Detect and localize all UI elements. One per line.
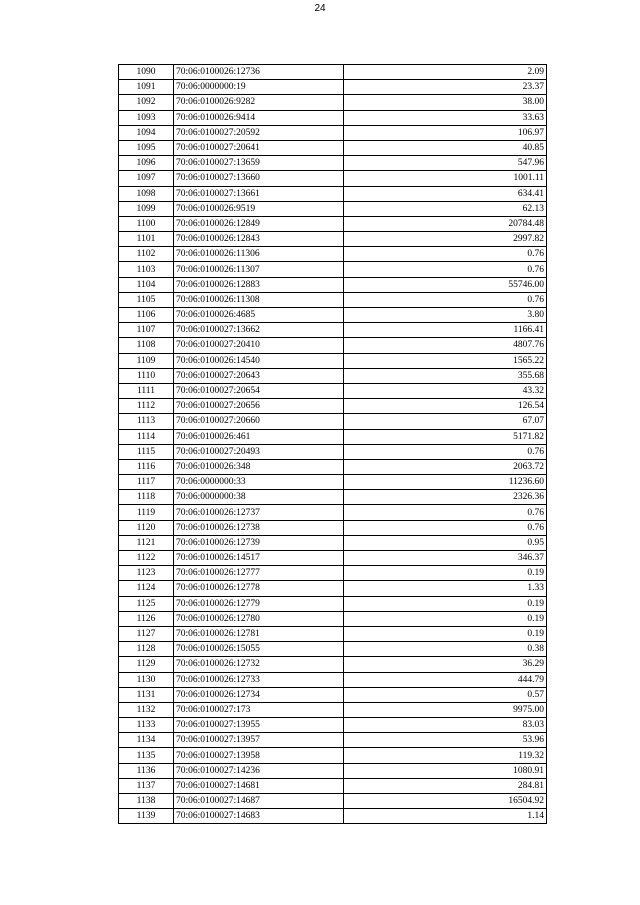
row-number: 1095 (119, 140, 174, 155)
table-row (119, 459, 547, 474)
area-value: 62.13 (344, 201, 547, 216)
table-row (119, 95, 547, 110)
area-value: 0.57 (344, 687, 547, 702)
table-row (119, 520, 547, 535)
cadastral-number: 70:06:0100026:348 (174, 459, 344, 474)
row-number: 1116 (119, 459, 174, 474)
table-row (119, 80, 547, 95)
table-row (119, 581, 547, 596)
area-value: 2997.82 (344, 232, 547, 247)
table-row (119, 794, 547, 809)
table-row (119, 338, 547, 353)
cadastral-table (118, 64, 547, 824)
table-row (119, 672, 547, 687)
area-value: 106.97 (344, 125, 547, 140)
area-value: 53.96 (344, 733, 547, 748)
table-row (119, 414, 547, 429)
table-row (119, 232, 547, 247)
cadastral-number: 70:06:0100026:12849 (174, 216, 344, 231)
area-value: 83.03 (344, 718, 547, 733)
row-number: 1111 (119, 383, 174, 398)
cadastral-number: 70:06:0100027:20656 (174, 399, 344, 414)
row-number: 1129 (119, 657, 174, 672)
row-number: 1123 (119, 566, 174, 581)
cadastral-number: 70:06:0100026:9414 (174, 110, 344, 125)
table-row (119, 323, 547, 338)
cadastral-number: 70:06:0100026:11306 (174, 247, 344, 262)
row-number: 1127 (119, 626, 174, 641)
area-value: 444.79 (344, 672, 547, 687)
row-number: 1137 (119, 778, 174, 793)
row-number: 1107 (119, 323, 174, 338)
table-row (119, 748, 547, 763)
table-row (119, 702, 547, 717)
cadastral-number: 70:06:0100027:14236 (174, 763, 344, 778)
cadastral-number: 70:06:0100027:13955 (174, 718, 344, 733)
table-row (119, 277, 547, 292)
table-row (119, 383, 547, 398)
table-row (119, 763, 547, 778)
cadastral-number: 70:06:0100026:12739 (174, 535, 344, 550)
table-row (119, 186, 547, 201)
table-row (119, 353, 547, 368)
table-row (119, 201, 547, 216)
cadastral-number: 70:06:0000000:38 (174, 490, 344, 505)
table-row (119, 551, 547, 566)
area-value: 33.63 (344, 110, 547, 125)
area-value: 2326.36 (344, 490, 547, 505)
row-number: 1122 (119, 551, 174, 566)
area-value: 1001.11 (344, 171, 547, 186)
table-row (119, 490, 547, 505)
cadastral-number: 70:06:0100027:13659 (174, 156, 344, 171)
row-number: 1112 (119, 399, 174, 414)
table-row (119, 399, 547, 414)
area-value: 2.09 (344, 65, 547, 80)
area-value: 0.19 (344, 626, 547, 641)
cadastral-number: 70:06:0100026:12778 (174, 581, 344, 596)
row-number: 1100 (119, 216, 174, 231)
table-row (119, 125, 547, 140)
area-value: 1080.91 (344, 763, 547, 778)
cadastral-number: 70:06:0100027:14681 (174, 778, 344, 793)
row-number: 1139 (119, 809, 174, 824)
row-number: 1091 (119, 80, 174, 95)
row-number: 1119 (119, 505, 174, 520)
table-row (119, 809, 547, 824)
row-number: 1136 (119, 763, 174, 778)
table-row (119, 110, 547, 125)
row-number: 1113 (119, 414, 174, 429)
area-value: 0.95 (344, 535, 547, 550)
row-number: 1103 (119, 262, 174, 277)
row-number: 1094 (119, 125, 174, 140)
row-number: 1110 (119, 368, 174, 383)
row-number: 1131 (119, 687, 174, 702)
cadastral-number: 70:06:0100026:12843 (174, 232, 344, 247)
table-row (119, 140, 547, 155)
table-row (119, 247, 547, 262)
row-number: 1121 (119, 535, 174, 550)
cadastral-number: 70:06:0100027:20643 (174, 368, 344, 383)
table-row (119, 262, 547, 277)
table-body (119, 65, 547, 824)
area-value: 40.85 (344, 140, 547, 155)
area-value: 23.37 (344, 80, 547, 95)
cadastral-number: 70:06:0100026:11307 (174, 262, 344, 277)
area-value: 20784.48 (344, 216, 547, 231)
cadastral-number: 70:06:0100026:15055 (174, 642, 344, 657)
cadastral-number: 70:06:0100027:20410 (174, 338, 344, 353)
area-value: 346.37 (344, 551, 547, 566)
area-value: 16504.92 (344, 794, 547, 809)
row-number: 1120 (119, 520, 174, 535)
cadastral-number: 70:06:0100027:14687 (174, 794, 344, 809)
cadastral-number: 70:06:0100027:13660 (174, 171, 344, 186)
cadastral-number: 70:06:0100027:20592 (174, 125, 344, 140)
cadastral-number: 70:06:0100026:11308 (174, 292, 344, 307)
row-number: 1093 (119, 110, 174, 125)
row-number: 1130 (119, 672, 174, 687)
cadastral-number: 70:06:0100026:12779 (174, 596, 344, 611)
area-value: 1565.22 (344, 353, 547, 368)
table-row (119, 687, 547, 702)
area-value: 36.29 (344, 657, 547, 672)
area-value: 3.80 (344, 308, 547, 323)
table-row (119, 429, 547, 444)
table-row (119, 475, 547, 490)
area-value: 1.14 (344, 809, 547, 824)
cadastral-number: 70:06:0100027:13661 (174, 186, 344, 201)
area-value: 9975.00 (344, 702, 547, 717)
area-value: 0.76 (344, 292, 547, 307)
cadastral-number: 70:06:0100027:13957 (174, 733, 344, 748)
row-number: 1117 (119, 475, 174, 490)
row-number: 1138 (119, 794, 174, 809)
table-row (119, 156, 547, 171)
area-value: 0.19 (344, 611, 547, 626)
row-number: 1135 (119, 748, 174, 763)
area-value: 38.00 (344, 95, 547, 110)
row-number: 1114 (119, 429, 174, 444)
row-number: 1132 (119, 702, 174, 717)
row-number: 1105 (119, 292, 174, 307)
area-value: 126.54 (344, 399, 547, 414)
table-row (119, 535, 547, 550)
row-number: 1102 (119, 247, 174, 262)
area-value: 0.76 (344, 505, 547, 520)
table-row (119, 778, 547, 793)
cadastral-number: 70:06:0100026:12736 (174, 65, 344, 80)
row-number: 1099 (119, 201, 174, 216)
row-number: 1104 (119, 277, 174, 292)
area-value: 284.81 (344, 778, 547, 793)
cadastral-number: 70:06:0100026:12777 (174, 566, 344, 581)
area-value: 119.32 (344, 748, 547, 763)
cadastral-number: 70:06:0100027:20660 (174, 414, 344, 429)
table-row (119, 596, 547, 611)
cadastral-number: 70:06:0100027:20493 (174, 444, 344, 459)
table-row (119, 216, 547, 231)
row-number: 1125 (119, 596, 174, 611)
area-value: 547.96 (344, 156, 547, 171)
table-row (119, 65, 547, 80)
cadastral-number: 70:06:0100027:20641 (174, 140, 344, 155)
cadastral-number: 70:06:0100026:9282 (174, 95, 344, 110)
table-row (119, 292, 547, 307)
row-number: 1124 (119, 581, 174, 596)
table-row (119, 505, 547, 520)
table-row (119, 444, 547, 459)
row-number: 1108 (119, 338, 174, 353)
area-value: 0.76 (344, 262, 547, 277)
area-value: 634.41 (344, 186, 547, 201)
area-value: 4807.76 (344, 338, 547, 353)
cadastral-number: 70:06:0100027:13662 (174, 323, 344, 338)
cadastral-number: 70:06:0100026:12780 (174, 611, 344, 626)
row-number: 1126 (119, 611, 174, 626)
row-number: 1090 (119, 65, 174, 80)
cadastral-number: 70:06:0100026:12737 (174, 505, 344, 520)
table-row (119, 308, 547, 323)
area-value: 1.33 (344, 581, 547, 596)
cadastral-number: 70:06:0100026:12732 (174, 657, 344, 672)
row-number: 1134 (119, 733, 174, 748)
area-value: 355.68 (344, 368, 547, 383)
area-value: 2063.72 (344, 459, 547, 474)
table-row (119, 733, 547, 748)
table-row (119, 718, 547, 733)
cadastral-number: 70:06:0000000:19 (174, 80, 344, 95)
cadastral-number: 70:06:0100026:12734 (174, 687, 344, 702)
row-number: 1096 (119, 156, 174, 171)
cadastral-number: 70:06:0100026:9519 (174, 201, 344, 216)
area-value: 11236.60 (344, 475, 547, 490)
page-number: 24 (314, 3, 326, 14)
row-number: 1133 (119, 718, 174, 733)
row-number: 1106 (119, 308, 174, 323)
row-number: 1128 (119, 642, 174, 657)
cadastral-number: 70:06:0100026:12738 (174, 520, 344, 535)
row-number: 1118 (119, 490, 174, 505)
cadastral-number: 70:06:0100026:14517 (174, 551, 344, 566)
table-row (119, 626, 547, 641)
cadastral-number: 70:06:0100026:461 (174, 429, 344, 444)
cadastral-number: 70:06:0100026:12883 (174, 277, 344, 292)
area-value: 0.76 (344, 444, 547, 459)
area-value: 5171.82 (344, 429, 547, 444)
cadastral-number: 70:06:0100027:20654 (174, 383, 344, 398)
table-row (119, 368, 547, 383)
cadastral-number: 70:06:0100027:13958 (174, 748, 344, 763)
cadastral-number: 70:06:0100027:14683 (174, 809, 344, 824)
table-row (119, 657, 547, 672)
cadastral-number: 70:06:0000000:33 (174, 475, 344, 490)
table-row (119, 611, 547, 626)
area-value: 43.32 (344, 383, 547, 398)
row-number: 1092 (119, 95, 174, 110)
cadastral-number: 70:06:0100026:4685 (174, 308, 344, 323)
cadastral-number: 70:06:0100026:12781 (174, 626, 344, 641)
row-number: 1097 (119, 171, 174, 186)
cadastral-number: 70:06:0100027:173 (174, 702, 344, 717)
row-number: 1101 (119, 232, 174, 247)
table-row (119, 642, 547, 657)
area-value: 0.19 (344, 596, 547, 611)
cadastral-number: 70:06:0100026:14540 (174, 353, 344, 368)
area-value: 67.07 (344, 414, 547, 429)
row-number: 1109 (119, 353, 174, 368)
area-value: 0.38 (344, 642, 547, 657)
area-value: 1166.41 (344, 323, 547, 338)
area-value: 0.76 (344, 520, 547, 535)
row-number: 1115 (119, 444, 174, 459)
row-number: 1098 (119, 186, 174, 201)
area-value: 0.76 (344, 247, 547, 262)
area-value: 55746.00 (344, 277, 547, 292)
table-row (119, 566, 547, 581)
cadastral-number: 70:06:0100026:12733 (174, 672, 344, 687)
area-value: 0.19 (344, 566, 547, 581)
table-row (119, 171, 547, 186)
